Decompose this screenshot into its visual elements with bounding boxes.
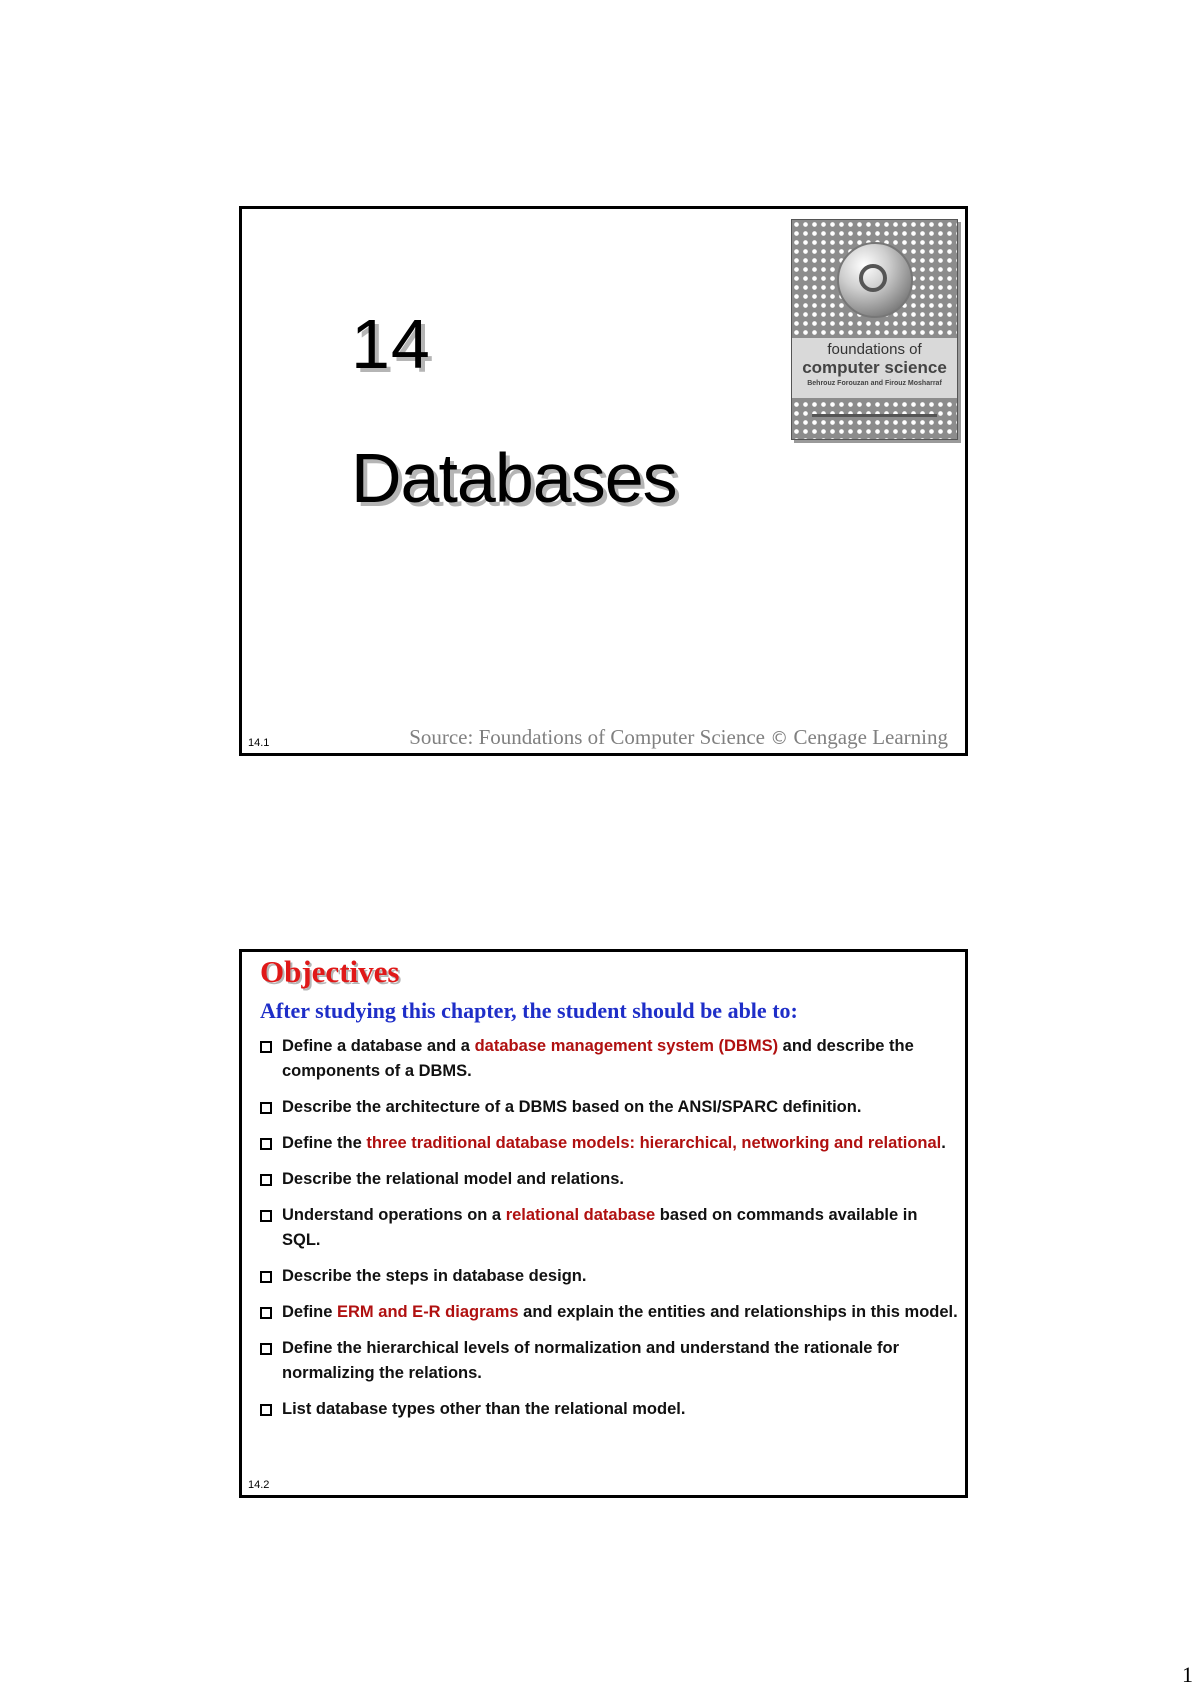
book-authors: Behrouz Forouzan and Firouz Mosharraf [807, 380, 942, 387]
objective-text: Describe the relational model and relations. [282, 1170, 625, 1188]
objectives-slide [239, 949, 968, 1498]
objective-highlight: ERM and E-R diagrams [337, 1303, 519, 1321]
objectives-list [260, 1034, 960, 1433]
objective-text: Define [282, 1303, 338, 1321]
source-credit [409, 725, 948, 750]
objective-item [260, 1336, 960, 1386]
page-number: 1 [1182, 1662, 1193, 1687]
book-cover-image [791, 219, 958, 440]
objective-item [260, 1167, 960, 1192]
chapter-number: 14 [351, 305, 431, 383]
objective-text: Describe the steps in database design. [282, 1267, 587, 1285]
book-title-line2: computer science [802, 358, 947, 377]
slide-subtitle: After studying this chapter, the student should be able to: [260, 998, 798, 1023]
checkbox-bullet-icon [260, 1271, 272, 1283]
objective-text: based on commands available in SQL. [282, 1206, 918, 1249]
objective-item [260, 1131, 960, 1156]
checkbox-bullet-icon [260, 1174, 272, 1186]
objective-text: and describe the components of a DBMS. [282, 1037, 914, 1080]
objective-highlight: relational database [505, 1206, 656, 1224]
source-suffix: Cengage Learning [788, 725, 948, 749]
checkbox-bullet-icon [260, 1041, 272, 1053]
source-prefix: Source: Foundations of Computer Science [409, 725, 771, 749]
checkbox-bullet-icon [260, 1210, 272, 1222]
objective-text: Define the hierarchical levels of normalization and understand the rationale for normalizing the relations. [282, 1339, 900, 1382]
objective-text: . [941, 1134, 946, 1152]
checkbox-bullet-icon [260, 1307, 272, 1319]
checkbox-bullet-icon [260, 1102, 272, 1114]
objective-text: Describe the architecture of a DBMS based on the ANSI/SPARC definition. [282, 1098, 862, 1116]
objective-text: Understand operations on a [282, 1206, 506, 1224]
objective-text: and explain the entities and relationships in this model. [518, 1303, 958, 1321]
copyright-icon: © [770, 728, 789, 749]
title-slide [239, 206, 968, 756]
checkbox-bullet-icon [260, 1138, 272, 1150]
checkbox-bullet-icon [260, 1343, 272, 1355]
objective-highlight: database management system (DBMS) [474, 1037, 779, 1055]
power-disc-icon [837, 242, 913, 318]
objective-highlight: three traditional database models: hierarchical, networking and relational [366, 1134, 942, 1152]
objective-text: List database types other than the relational model. [282, 1400, 686, 1418]
objective-item [260, 1264, 960, 1289]
objective-text: Define a database and a [282, 1037, 475, 1055]
objective-item [260, 1034, 960, 1084]
checkbox-bullet-icon [260, 1404, 272, 1416]
chapter-title: Databases [351, 439, 677, 517]
slide-number: 14.2 [248, 1479, 270, 1491]
objective-text: Define the [282, 1134, 367, 1152]
objective-item [260, 1095, 960, 1120]
book-title-line1: foundations of [827, 341, 922, 358]
objective-item [260, 1397, 960, 1422]
publisher-bar [812, 414, 937, 417]
objective-item [260, 1300, 960, 1325]
objective-item [260, 1203, 960, 1253]
slide-title: Objectives [260, 954, 400, 989]
slide-number: 14.1 [248, 737, 270, 749]
